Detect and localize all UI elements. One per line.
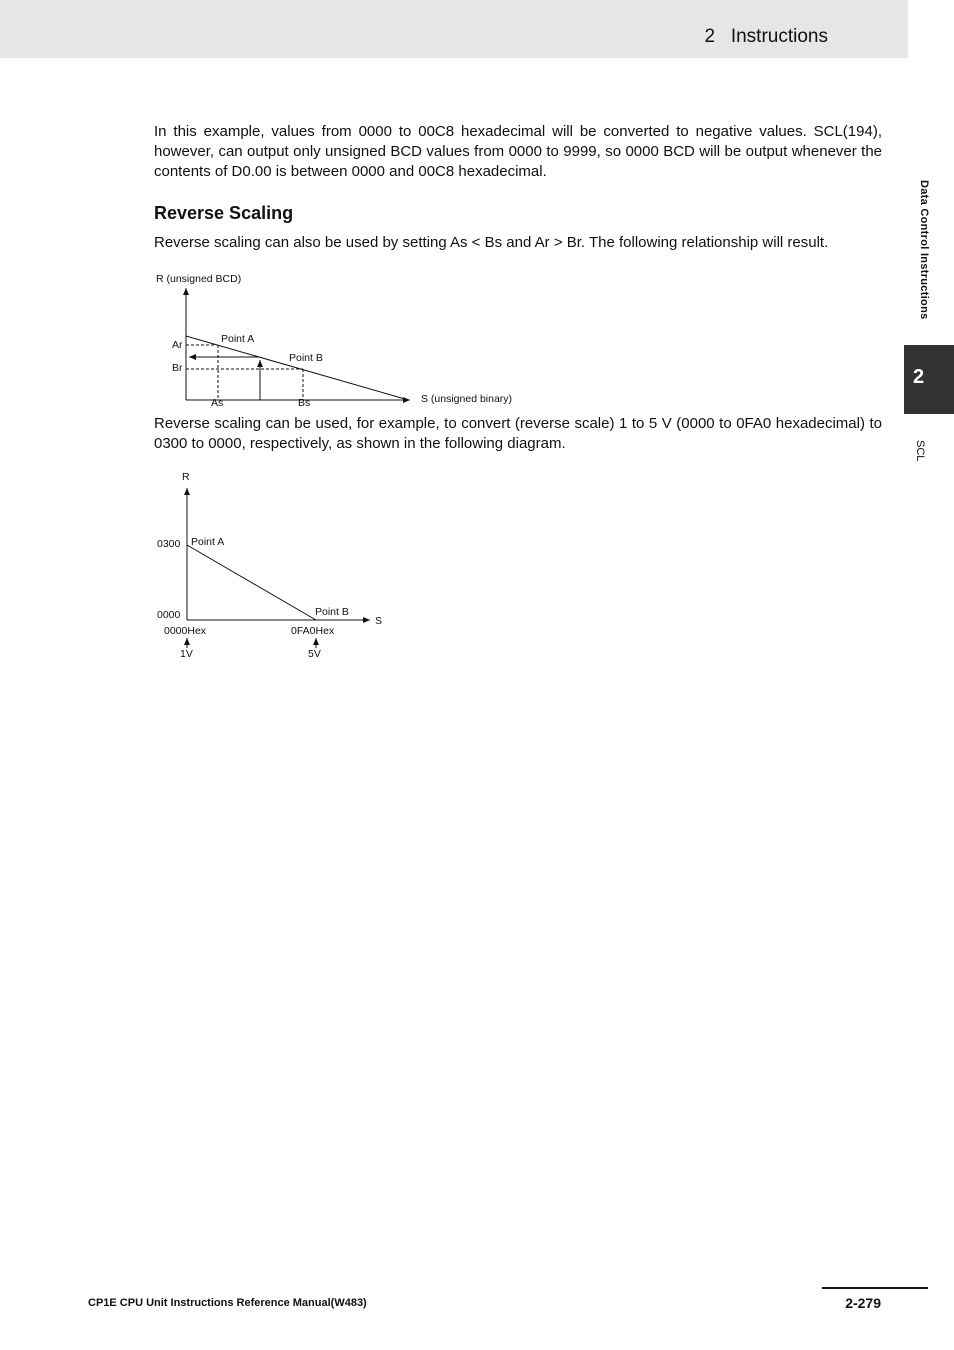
reverse-scaling-diagram: [150, 268, 530, 413]
section-heading: Reverse Scaling: [154, 203, 294, 223]
side-tab-category: Data Control Instructions: [918, 180, 930, 320]
footer-manual-title: CP1E CPU Unit Instructions Reference Manual(W483): [88, 1297, 367, 1309]
x-max-hex-label: 0FA0Hex: [291, 625, 335, 637]
voltage-reverse-scaling-diagram: [150, 468, 400, 668]
page-header-band: [0, 0, 908, 58]
x-axis-label: S (unsigned binary): [421, 393, 513, 405]
x-axis-label: S: [375, 615, 383, 627]
point-b-label: Point B: [315, 606, 349, 618]
ar-label: Ar: [172, 339, 183, 351]
reverse-scaling-paragraph: Reverse scaling can also be used by setting As < Bs and Ar > Br. The following relationship will result.: [154, 234, 829, 251]
side-tab-section: SCL: [914, 440, 926, 462]
bs-label: Bs: [298, 397, 311, 409]
example-paragraph: Reverse scaling can be used, for example, to convert (reverse scale) 1 to 5 V (0000 to 0FA0 hexadecimal) to 0300 to 0000, respectively, as shown in the following diagram.: [154, 415, 882, 452]
footer-rule: [822, 1287, 928, 1289]
point-b-label: Point B: [289, 352, 323, 364]
x-min-volt-label: 1V: [180, 648, 193, 660]
br-label: Br: [172, 362, 183, 374]
x-min-hex-label: 0000Hex: [164, 625, 207, 637]
point-a-label: Point A: [191, 536, 225, 548]
y-axis-label: R: [182, 471, 190, 483]
side-tab-chapter-number: [904, 345, 954, 414]
as-label: As: [211, 397, 224, 409]
y-min-label: 0000: [157, 609, 181, 621]
chapter-number: 2: [913, 366, 925, 388]
y-axis-label: R (unsigned BCD): [156, 273, 242, 285]
footer-page-number: 2-279: [845, 1295, 881, 1311]
scaling-line: [186, 336, 405, 399]
chapter-title: 2 Instructions: [704, 26, 828, 47]
scaling-line: [187, 545, 316, 620]
intro-paragraph: In this example, values from 0000 to 00C8 hexadecimal will be converted to negative values. SCL(194), however, can output only unsigned BCD values from 0000 to 9999, so 0000 BCD will be output whenever the contents of D0.00 is between 0000 and 00C8 hexadecimal.: [154, 123, 882, 180]
x-max-volt-label: 5V: [308, 648, 321, 660]
point-a-label: Point A: [221, 333, 255, 345]
y-max-label: 0300: [157, 538, 181, 550]
